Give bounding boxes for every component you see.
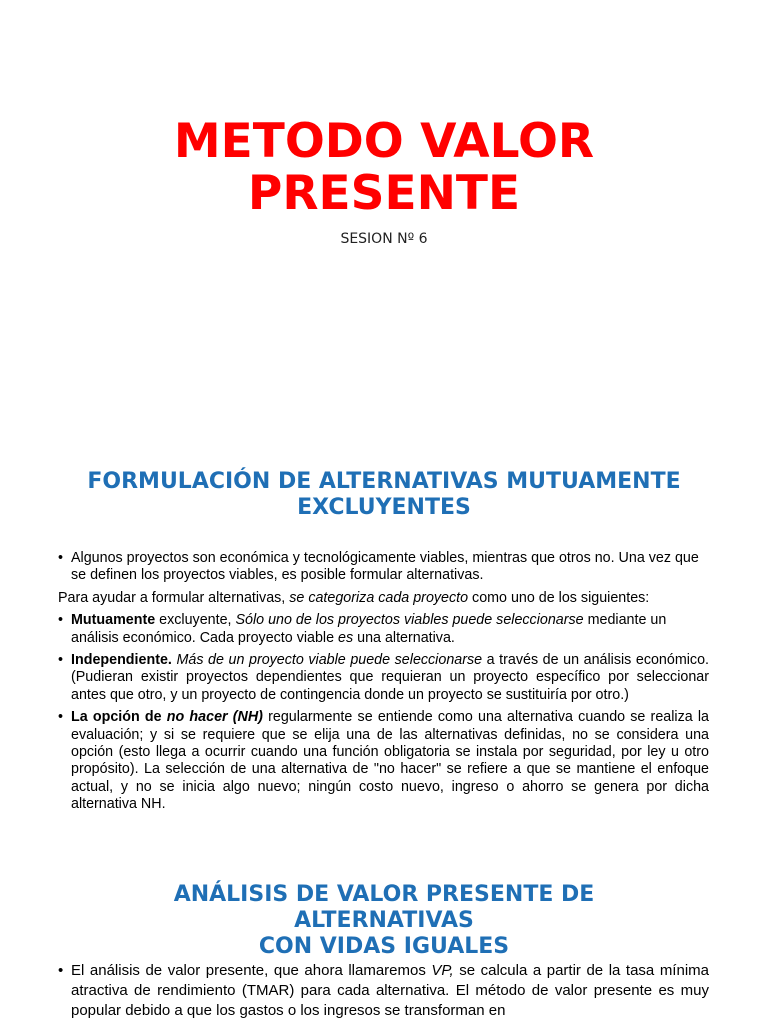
text: mediante un análisis económico. Cada proyecto viable <box>71 612 667 646</box>
heading-line-1: FORMULACIÓN DE ALTERNATIVAS MUTUAMENTE <box>87 469 681 494</box>
italic-text: es <box>338 629 354 646</box>
heading-line-1: ANÁLISIS DE VALOR PRESENTE DE <box>173 882 595 907</box>
italic-text: se categoriza cada proyecto <box>289 589 469 606</box>
heading-line-3: CON VIDAS IGUALES <box>258 934 510 959</box>
section-heading-alternatives <box>40 469 728 521</box>
text: se calcula a partir de la tasa mínima atractiva de rendimiento (TMAR) para cada alternativa. El método de valor presente es muy popular debido a que los gastos o los ingresos se transforman en <box>71 962 709 1019</box>
slide-subtitle: SESION Nº 6 <box>340 231 428 247</box>
text: a través de un análisis económico. (Pudieran existir proyectos dependientes que requieran un proyecto específico por seleccionar antes que otro, y un proyecto de contingencia donde un proyecto se sustituiría por otro.) <box>71 652 709 703</box>
bullet-do-nothing <box>58 709 709 813</box>
heading-line-2: ALTERNATIVAS <box>294 908 474 933</box>
text: como uno de los siguientes: <box>468 589 650 606</box>
bullet-mutually-exclusive <box>58 612 709 647</box>
text: excluyente, <box>155 612 236 629</box>
text: una alternativa. <box>353 629 455 646</box>
title-line-2: PRESENTE <box>247 166 521 221</box>
text: El análisis de valor presente, que ahora llamaremos <box>71 962 432 979</box>
bullet-independent <box>58 652 709 704</box>
bullet-vp-analysis <box>58 961 709 1021</box>
text: Para ayudar a formular alternativas, <box>58 589 290 606</box>
heading-line-2: EXCLUYENTES <box>297 495 471 520</box>
present-value-content <box>58 961 709 1026</box>
slide-title <box>0 116 768 220</box>
italic-text: Más de un proyecto viable puede seleccionarse <box>171 652 483 669</box>
italic-text: Sólo uno de los proyectos viables puede seleccionarse <box>235 612 584 629</box>
bold-term: Mutuamente <box>71 612 156 629</box>
title-slide <box>0 0 768 440</box>
section-heading-present-value <box>40 882 728 960</box>
bullet-viable-projects: • Algunos proyectos son económica y tecnológicamente viables, mientras que otros no. Una vez que se definen los proyectos viables, es posible formular alternativas. <box>58 550 709 585</box>
bold-term: Independiente. <box>71 652 172 669</box>
title-line-1: METODO VALOR <box>173 114 595 169</box>
alternatives-content <box>58 550 709 819</box>
bold-italic-term: no hacer (NH) <box>166 709 263 726</box>
bold-term: La opción de <box>71 709 167 726</box>
italic-text: VP, <box>431 962 454 979</box>
text: regularmente se entiende como una alternativa cuando se realiza la evaluación; y si se requiere que se elija una de las alternativas definidas, no se considera una opción (esto llega a ocurrir cuando una función obligatoria se instala por seguridad, por ley u otro propósito). La selección de una alternativa de "no hacer" se refiere a que se mantiene el enfoque actual, y no se inicia algo nuevo; ningún costo nuevo, ingreso o ahorro se genera por dicha alternativa NH. <box>71 709 709 813</box>
paragraph-categorize <box>58 590 709 607</box>
